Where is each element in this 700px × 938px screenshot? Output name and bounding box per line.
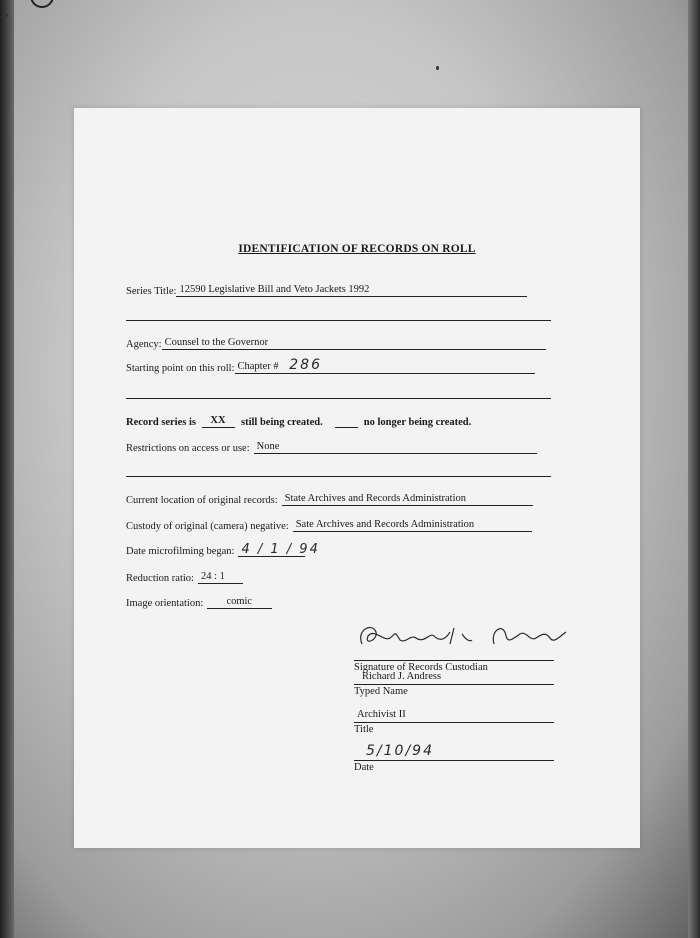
starting-point-label: Starting point on this roll: (126, 363, 235, 374)
title-block (354, 708, 554, 735)
custody-label: Custody of original (camera) negative: (126, 521, 289, 532)
date-caption: Date (354, 762, 374, 773)
image-orientation-label: Image orientation: (126, 598, 204, 609)
date-began-field: 4 / 1 / 94 (238, 543, 305, 557)
film-edge-right (688, 0, 700, 938)
current-location-field: State Archives and Records Administration (282, 492, 533, 506)
series-title-continuation-line (126, 320, 551, 321)
reduction-ratio-row (126, 570, 243, 584)
image-orientation-field: comic (207, 595, 272, 609)
custody-field: Sate Archives and Records Administration (293, 518, 532, 532)
records-form-sheet (74, 108, 640, 848)
starting-point-row (126, 359, 535, 374)
typed-name-caption: Typed Name (354, 686, 408, 697)
custody-row (126, 518, 532, 532)
title-field: Archivist II (354, 708, 554, 723)
starting-point-field (235, 359, 535, 374)
agency-field: Counsel to the Governor (162, 336, 546, 350)
date-began-row (126, 542, 320, 557)
series-title-row (126, 283, 527, 297)
signature-caption: Signature of Records Custodian (354, 662, 488, 673)
form-heading: IDENTIFICATION OF RECORDS ON ROLL (238, 243, 476, 255)
typed-name-block (354, 670, 554, 697)
starting-point-handwritten: 286 (289, 357, 322, 373)
restrictions-continuation-line (126, 476, 551, 477)
handwritten-signature (354, 620, 569, 650)
series-title-label: Series Title: (126, 286, 177, 297)
dust-speck (6, 14, 8, 17)
signature-block (354, 646, 554, 673)
starting-point-continuation-line (126, 398, 551, 399)
current-location-label: Current location of original records: (126, 495, 278, 506)
current-location-row (126, 492, 533, 506)
agency-row (126, 336, 546, 350)
no-longer-blank (335, 427, 358, 428)
image-orientation-row (126, 595, 272, 609)
restrictions-label: Restrictions on access or use: (126, 443, 250, 454)
date-field: 5/10/94 (354, 744, 554, 761)
date-began-label: Date microfilming began: (126, 546, 235, 557)
film-edge-left (0, 0, 14, 938)
still-created-label: still being created. (240, 417, 323, 428)
starting-point-value: Chapter # (237, 361, 279, 372)
record-series-row (126, 414, 471, 428)
dust-speck (436, 66, 439, 70)
reduction-ratio-label: Reduction ratio: (126, 573, 194, 584)
agency-label: Agency: (126, 339, 162, 350)
restrictions-field: None (254, 440, 537, 454)
reduction-ratio-field: 24 : 1 (198, 570, 243, 584)
series-title-field: 12590 Legislative Bill and Veto Jackets 1992 (176, 283, 527, 297)
typed-name-field: Richard J. Andress (354, 670, 554, 685)
date-block (354, 744, 554, 773)
restrictions-row (126, 440, 537, 454)
record-series-label: Record series is (126, 417, 196, 428)
title-caption: Title (354, 724, 374, 735)
no-longer-label: no longer being created. (363, 417, 472, 428)
record-series-still-mark: XX (202, 414, 235, 428)
